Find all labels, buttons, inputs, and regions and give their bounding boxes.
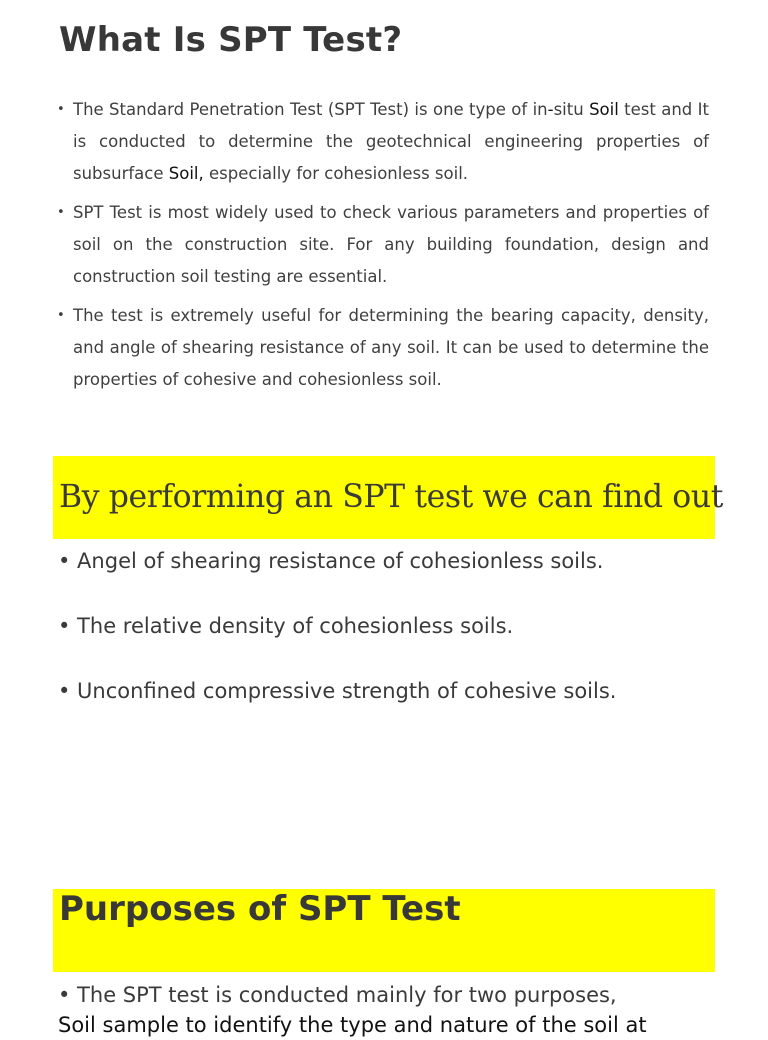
intro-point-1 <box>57 94 709 190</box>
intro-point-2: • SPT Test is most widely used to check various parameters and properties of soil on the construction site. For any building foundation, design and construction soil testing are essential. <box>57 197 709 293</box>
purpose-item: • The SPT test is conducted mainly for two purposes, <box>58 983 617 1007</box>
soil-term: Soil <box>589 100 619 119</box>
purposes-heading: Purposes of SPT Test <box>59 889 461 929</box>
intro-point-1-text-b: situ <box>553 100 590 119</box>
intro-point-3: • The test is extremely useful for determining the bearing capacity, density, and angle of shearing resistance of any soil. It can be used to determine the properties of cohesive and cohesionless soil. <box>57 300 709 396</box>
findings-heading-banner <box>53 456 723 539</box>
page-title: What Is SPT Test? <box>59 20 403 60</box>
purposes-list <box>58 980 758 1040</box>
intro-point-1-text-d: especially for cohesionless soil. <box>203 164 469 183</box>
finding-item: • Unconfined compressive strength of cohesive soils. <box>58 679 617 703</box>
findings-heading: By performing an SPT test we can find out <box>59 479 723 515</box>
intro-point-1-text-a: The Standard Penetration Test (SPT Test) is one type of in <box>73 100 548 119</box>
purpose-item: Soil sample to identify the type and nature of the soil at <box>58 1013 647 1037</box>
finding-item: • Angel of shearing resistance of cohesionless soils. <box>58 549 604 573</box>
intro-point-1-text-c: test and It is conducted to determine the geotechnical engineering properties of subsurface <box>73 100 709 183</box>
findings-list <box>58 545 718 740</box>
finding-item: • The relative density of cohesionless soils. <box>58 614 514 638</box>
purposes-heading-banner <box>53 889 715 972</box>
intro-bullet-list <box>57 94 709 403</box>
intro-point-1-dash: - <box>547 100 554 119</box>
soil-term-2: Soil, <box>168 164 204 183</box>
